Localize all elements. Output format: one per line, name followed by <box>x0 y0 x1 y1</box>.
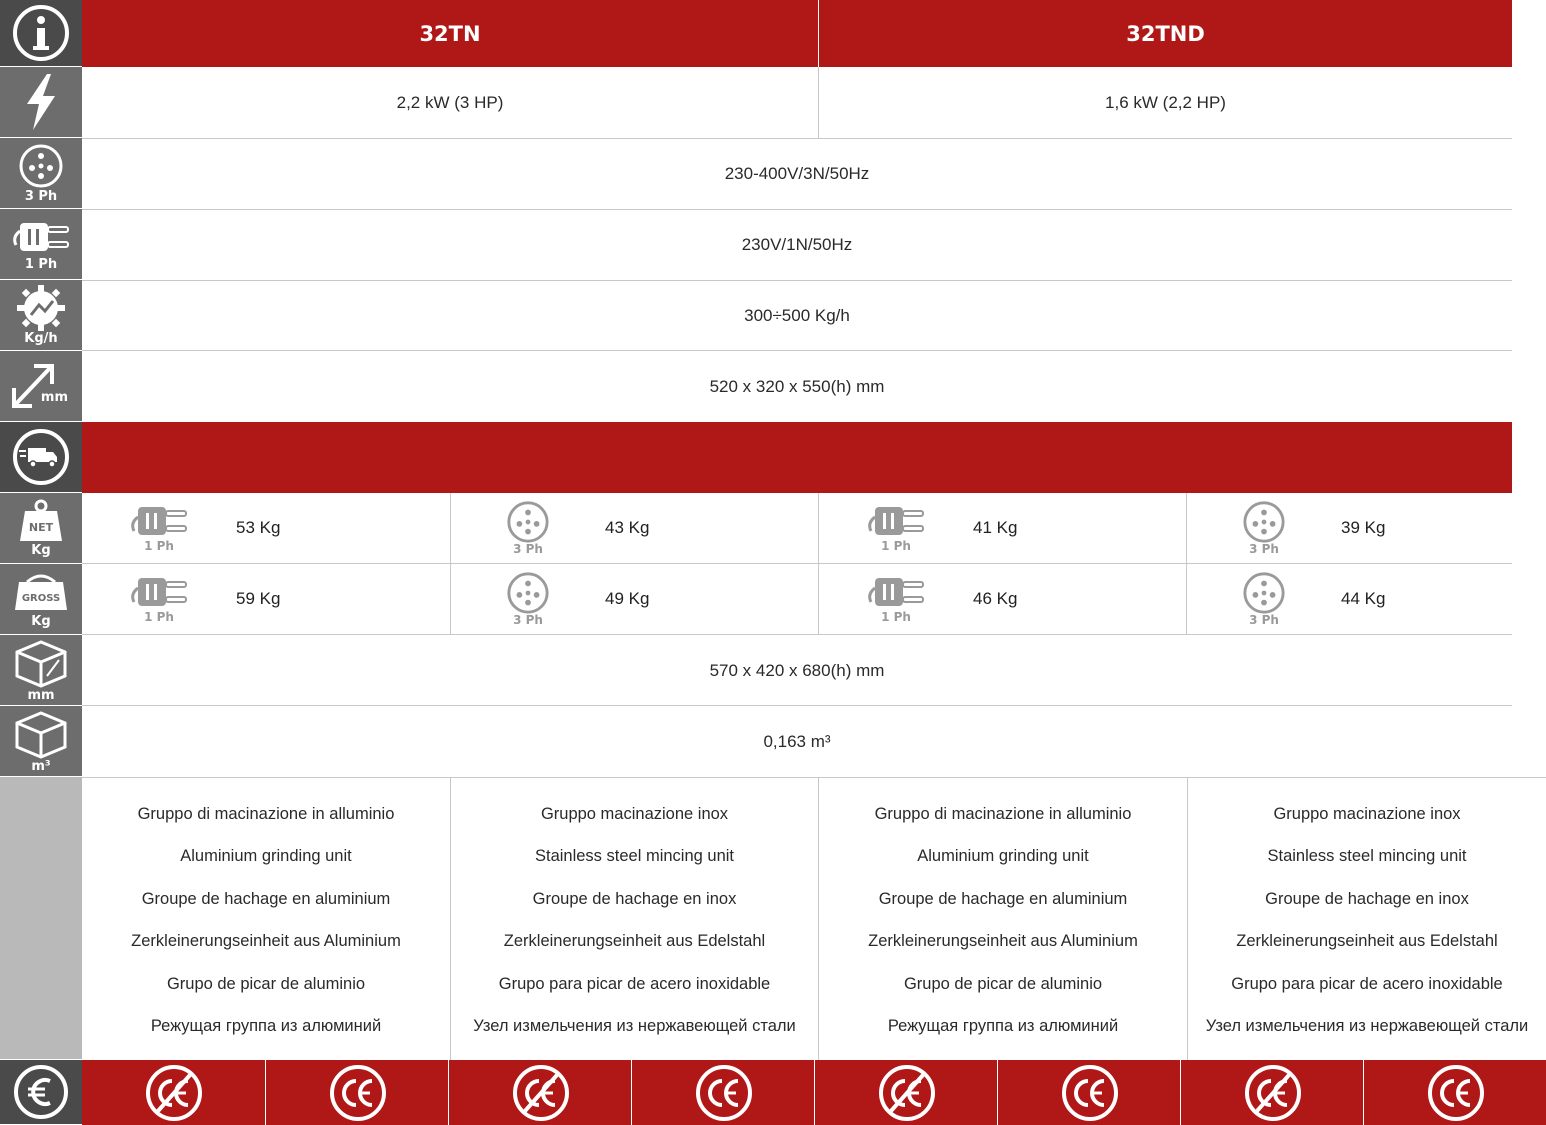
description-line: Aluminium grinding unit <box>917 847 1089 866</box>
box-dimensions-icon <box>13 638 69 688</box>
description-column <box>82 777 450 1060</box>
one-phase-icon-cell <box>0 209 82 280</box>
power-icon-cell <box>0 67 82 138</box>
ce-mark-icon <box>997 1060 1181 1125</box>
three-phase-voltage: 230-400V/3N/50Hz <box>724 163 870 183</box>
description-line: Grupo para picar de acero inoxidable <box>1231 974 1503 993</box>
three-phase-socket-icon <box>493 500 563 556</box>
three-phase-socket-icon <box>1229 571 1299 627</box>
three-phase-socket-icon <box>493 571 563 627</box>
gross-text: GROSS <box>21 592 61 604</box>
description-line: Gruppo macinazione inox <box>540 804 729 823</box>
gross-weight-cell <box>819 564 1186 634</box>
three-phase-icon-cell <box>0 138 82 209</box>
description-line: Stainless steel mincing unit <box>534 847 734 866</box>
lightning-icon <box>21 74 61 130</box>
description-line: Zerkleinerungseinheit aus Edelstahl <box>1236 932 1498 951</box>
gross-weight-cell <box>82 564 450 634</box>
description-line: Grupo para picar de acero inoxidable <box>498 974 771 993</box>
box-volume-icon <box>13 709 69 759</box>
description-column <box>819 777 1187 1060</box>
net-weight-icon <box>17 499 65 543</box>
volume-unit-label: m³ <box>31 758 51 774</box>
description-icon-cell <box>0 777 82 1060</box>
plug-icon <box>10 217 72 257</box>
description-line: Groupe de hachage en aluminium <box>878 889 1128 908</box>
gross-weight-cell <box>1187 564 1512 634</box>
description-line: Gruppo macinazione inox <box>1273 804 1461 823</box>
gross-unit-label: Kg <box>31 613 51 629</box>
net-text: NET <box>28 520 54 534</box>
ce-not-certified-icon <box>82 1060 265 1125</box>
package-unit-label: mm <box>27 687 55 703</box>
description-line: Zerkleinerungseinheit aus Aluminium <box>868 932 1138 951</box>
description-line: Gruppo di macinazione in alluminio <box>874 804 1132 823</box>
description-line: Groupe de hachage en inox <box>1265 889 1469 908</box>
net-unit-label: Kg <box>31 542 51 558</box>
net-weight-cell <box>1187 493 1512 563</box>
gross-weight-value: 49 Kg <box>605 589 650 608</box>
plug-label: 1 Ph <box>881 539 911 553</box>
three-phase-socket-icon <box>1229 500 1299 556</box>
capacity-icon-cell <box>0 280 82 351</box>
description-line: Узел измельчения из нержавеющей стали <box>473 1017 796 1036</box>
plug-label: 3 Ph <box>1249 613 1279 627</box>
single-phase-voltage: 230V/1N/50Hz <box>741 234 853 254</box>
model-32tnd-header: 32TND <box>1126 21 1205 46</box>
description-column <box>1188 777 1546 1060</box>
euro-icon-cell <box>0 1060 82 1125</box>
gross-weight-value: 46 Kg <box>973 589 1018 608</box>
package-icon-cell <box>0 635 82 706</box>
ce-not-certified-icon <box>448 1060 632 1125</box>
description-line: Groupe de hachage en aluminium <box>141 889 391 908</box>
net-weight-cell <box>819 493 1186 563</box>
net-weight-value: 43 Kg <box>605 518 650 537</box>
single-phase-plug-icon <box>124 503 194 553</box>
dimensions-label: mm <box>40 390 68 405</box>
plug-label: 1 Ph <box>881 610 911 624</box>
net-weight-value: 39 Kg <box>1341 518 1386 537</box>
model-32tn-header: 32TN <box>419 21 481 46</box>
description-line: Gruppo di macinazione in alluminio <box>137 804 395 823</box>
net-weight-value: 53 Kg <box>236 518 281 537</box>
single-phase-plug-icon <box>124 574 194 624</box>
description-line: Режущая группа из алюминий <box>887 1017 1119 1036</box>
plug-label: 3 Ph <box>513 542 543 556</box>
ce-mark-icon <box>1363 1060 1546 1125</box>
volume-value: 0,163 m³ <box>763 731 831 751</box>
three-phase-socket-icon <box>18 143 64 189</box>
diagonal-arrow-icon <box>6 358 76 414</box>
description-column <box>451 777 818 1060</box>
net-weight-cell <box>82 493 450 563</box>
euro-icon <box>12 1063 70 1121</box>
shipping-icon-cell <box>0 422 82 493</box>
gross-weight-icon-cell <box>0 564 82 635</box>
gross-weight-value: 44 Kg <box>1341 589 1386 608</box>
single-phase-plug-icon <box>861 503 931 553</box>
description-line: Stainless steel mincing unit <box>1267 847 1467 866</box>
three-phase-label: 3 Ph <box>24 188 58 204</box>
capacity-label: Kg/h <box>24 330 58 346</box>
gross-weight-icon <box>13 570 69 614</box>
one-phase-label: 1 Ph <box>24 256 58 272</box>
description-line: Groupe de hachage en inox <box>532 889 737 908</box>
info-icon-cell <box>0 0 82 67</box>
net-weight-value: 41 Kg <box>973 518 1018 537</box>
power-32tnd: 1,6 kW (2,2 HP) <box>1105 92 1226 112</box>
plug-label: 1 Ph <box>144 610 174 624</box>
package-dimensions-value: 570 x 420 x 680(h) mm <box>709 660 885 680</box>
ce-mark-icon <box>631 1060 815 1125</box>
description-line: Grupo de picar de aluminio <box>166 974 366 993</box>
description-line: Aluminium grinding unit <box>180 847 352 866</box>
dimensions-value: 520 x 320 x 550(h) mm <box>709 376 885 396</box>
plug-label: 1 Ph <box>144 539 174 553</box>
ce-mark-icon <box>265 1060 449 1125</box>
power-32tn: 2,2 kW (3 HP) <box>396 92 504 112</box>
ce-not-certified-icon <box>1180 1060 1364 1125</box>
plug-label: 3 Ph <box>513 613 543 627</box>
description-line: Zerkleinerungseinheit aus Edelstahl <box>503 932 766 951</box>
plug-label: 3 Ph <box>1249 542 1279 556</box>
grinder-gear-icon <box>17 285 65 331</box>
net-weight-icon-cell <box>0 493 82 564</box>
description-line: Zerkleinerungseinheit aus Aluminium <box>131 932 401 951</box>
single-phase-plug-icon <box>861 574 931 624</box>
truck-icon <box>11 427 71 487</box>
shipping-bar <box>82 422 1512 493</box>
net-weight-cell <box>451 493 818 563</box>
ce-not-certified-icon <box>814 1060 998 1125</box>
volume-icon-cell <box>0 706 82 777</box>
gross-weight-value: 59 Kg <box>236 589 281 608</box>
description-line: Узел измельчения из нержавеющей стали <box>1205 1017 1529 1036</box>
info-icon <box>11 3 71 63</box>
description-line: Grupo de picar de aluminio <box>903 974 1103 993</box>
description-line: Режущая группа из алюминий <box>150 1017 382 1036</box>
dimensions-icon-cell <box>0 351 82 422</box>
gross-weight-cell <box>451 564 818 634</box>
capacity-value: 300÷500 Kg/h <box>744 305 850 325</box>
